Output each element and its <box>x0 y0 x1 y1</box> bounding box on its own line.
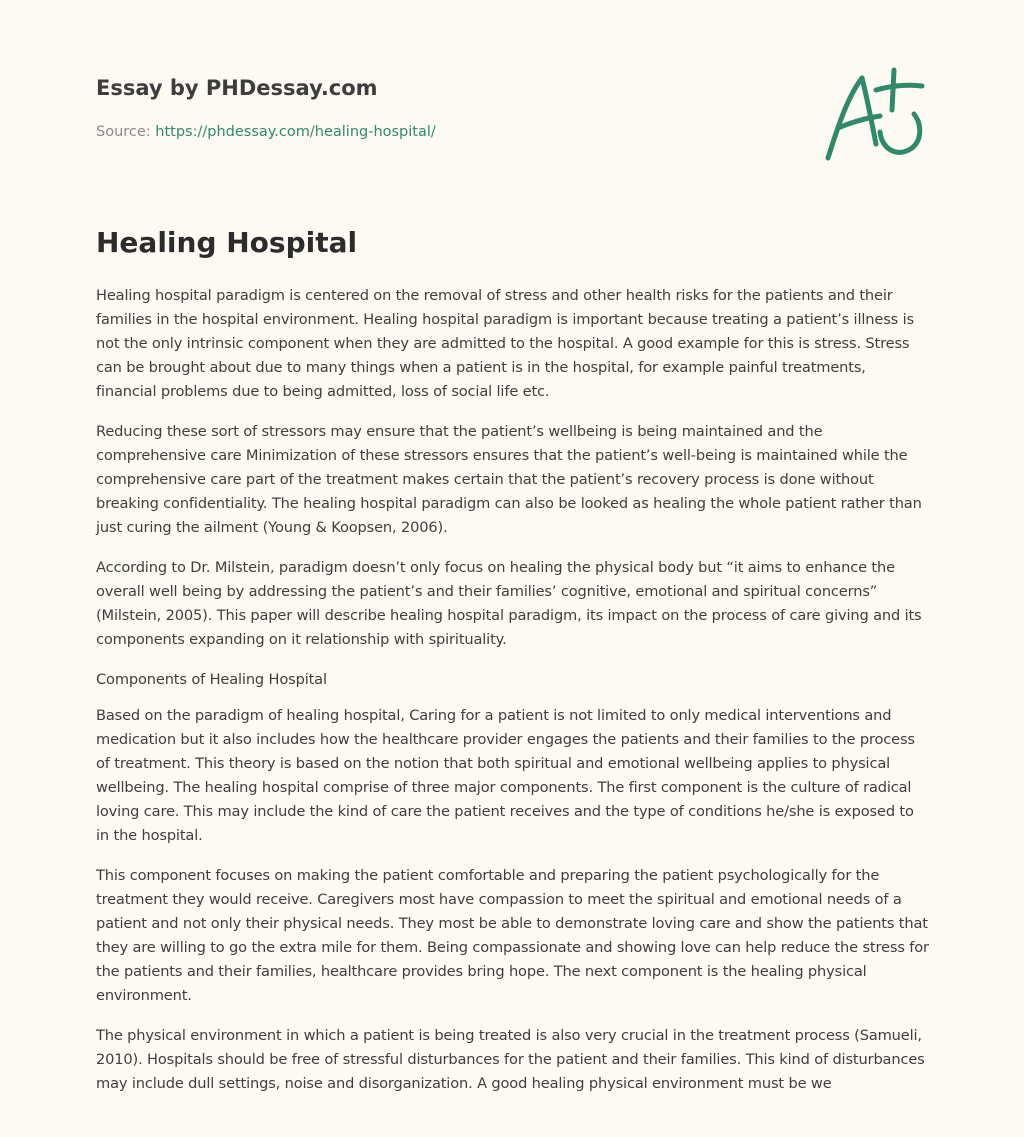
paragraph-5: This component focuses on making the patient comfortable and preparing the patient psychologically for the treatment they would receive. Caregivers most have compassion to meet the spiritual and emotional needs of a patient and not only their physical needs. They most be able to demonstrate loving care and show the patients that they are willing to go the extra mile for them. Being compassionate and showing love can help reduce the stress for the patients and their families, healthcare provides bring hope. The next component is the healing physical environment. <box>96 867 929 1004</box>
paragraph-1: Healing hospital paradigm is centered on the removal of stress and other health risks for the patients and their families in the hospital environment. Healing hospital paradigm is important because treating a patient’s illness is not the only intrinsic component when they are admitted to the hospital. A good example for this is stress. Stress can be brought about due to many things when a patient is in the hospital, for example painful treatments, financial problems due to being admitted, loss of social life etc. <box>96 287 914 400</box>
essay-body <box>96 284 930 1112</box>
paragraph-3: According to Dr. Milstein, paradigm doesn’t only focus on healing the physical body but “it aims to enhance the overall well being by addressing the patient’s and their families’ cognitive, emotional and spiritual concerns” (Milstein, 2005). This paper will describe healing hospital paradigm, its impact on the process of care giving and its components expanding on it relationship with spirituality. <box>96 559 922 648</box>
paragraph-4: Based on the paradigm of healing hospital, Caring for a patient is not limited to only medical interventions and medication but it also includes how the healthcare provider engages the patients and their families to the process of treatment. This theory is based on the notion that both spiritual and emotional wellbeing applies to physical wellbeing. The healing hospital comprise of three major components. The first component is the culture of radical loving care. This may include the kind of care the patient receives and the type of conditions he/she is exposed to in the hospital. <box>96 707 915 844</box>
source-label: Source: <box>96 124 151 140</box>
source-line <box>96 124 436 140</box>
paragraph-2: Reducing these sort of stressors may ensure that the patient’s wellbeing is being maintained and the comprehensive care Minimization of these stressors ensures that the patient’s well-being is maintained while the comprehensive care part of the treatment makes certain that the patient’s recovery process is done without breaking confidentiality. The healing hospital paradigm can also be looked as healing the whole patient rather than just curing the ailment (Young & Koopsen, 2006). <box>96 423 922 536</box>
paragraph-6: The physical environment in which a patient is being treated is also very crucial in the treatment process (Samueli, 2010). Hospitals should be free of stressful disturbances for the patient and their families. This kind of disturbances may include dull settings, noise and disorganization. A good healing physical environment must be we <box>96 1027 925 1092</box>
a-plus-grade-icon <box>818 66 930 166</box>
section-heading: Components of Healing Hospital <box>96 671 327 688</box>
essay-title: Healing Hospital <box>96 226 358 259</box>
source-link[interactable]: https://phdessay.com/healing-hospital/ <box>155 124 436 140</box>
site-brand: Essay by PHDessay.com <box>96 76 378 100</box>
